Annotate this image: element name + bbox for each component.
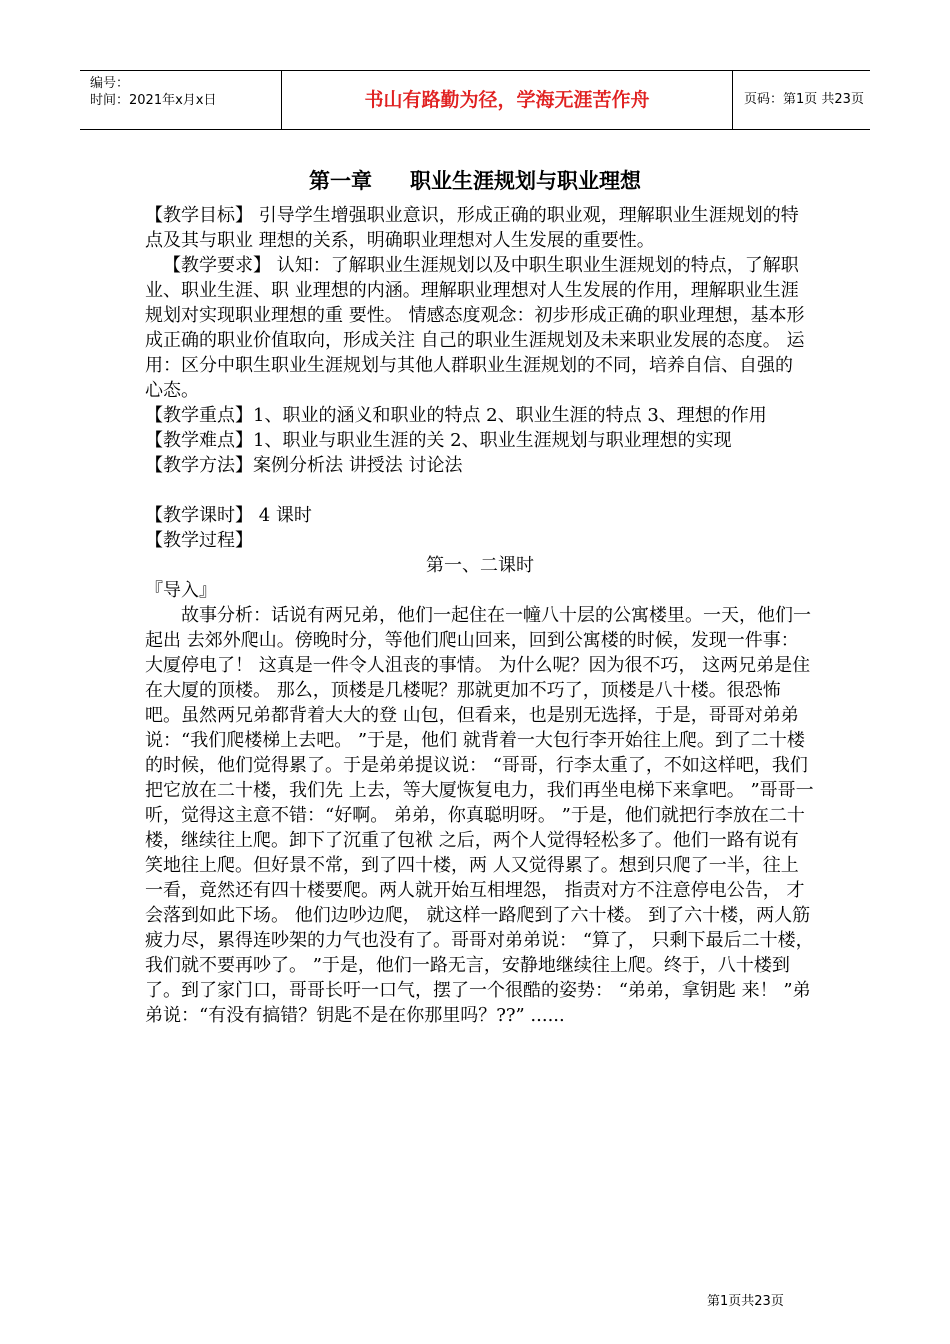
document-body (145, 203, 815, 1028)
teaching-goal: 【教学目标】 引导学生增强职业意识，形成正确的职业观，理解职业生涯规划的特点及其与职业 理想的关系，明确职业理想对人生发展的重要性。 (145, 205, 799, 251)
teaching-methods: 【教学方法】案例分析法 讲授法 讨论法 (145, 455, 463, 476)
page-header (80, 70, 870, 130)
teaching-requirement: 【教学要求】 认知：了解职业生涯规划以及中职生职业生涯规划的特点，了解职业、职业生涯、职 业理想的内涵。理解职业理想对人生发展的作用，理解职业生涯规划对实现职业理想的重 要性。 情感态度观念：初步形成正确的职业理想，基本形成正确的职业价值取向，形成关注 自己的职业生涯规划及未来职业发展的态度。 运用：区分中职生职业生涯规划与其他人群职业生涯规划的不同，培养自信、自强的 心态。 (145, 255, 805, 401)
header-page-info: 页码：第1页 共23页 (744, 92, 864, 107)
chapter-name: 职业生涯规划与职业理想 (410, 169, 641, 193)
header-motto: 书山有路勤为径，学海无涯苦作舟 (282, 71, 733, 129)
teaching-difficulties: 【教学难点】1、职业与职业生涯的关 2、职业生涯规划与职业理想的实现 (145, 430, 732, 451)
number-label: 编号： (90, 76, 130, 91)
intro-heading: 『导入』 (145, 580, 217, 601)
session-heading: 第一、二课时 (426, 555, 534, 576)
teaching-process: 【教学过程】 (145, 530, 253, 551)
header-meta (80, 71, 282, 129)
page-footer: 第1页共23页 (707, 1294, 784, 1309)
teaching-key-points: 【教学重点】1、职业的涵义和职业的特点 2、职业生涯的特点 3、理想的作用 (145, 405, 767, 426)
page-title (0, 165, 950, 195)
teaching-hours: 【教学课时】 4 课时 (145, 505, 312, 526)
story-paragraph: 故事分析：话说有两兄弟，他们一起住在一幢八十层的公寓楼里。一天，他们一起出 去郊外爬山。傍晚时分，等他们爬山回来，回到公寓楼的时候，发现一件事：大厦停电了！ 这真是一件令人沮丧的事情。 为什么呢？因为很不巧， 这两兄弟是住在大厦的顶楼。 那么，顶楼是几楼呢？那就更加不巧了，顶楼是八十楼。很恐怖吧。虽然两兄弟都背着大大的登 山包，但看来，也是别无选择，于是，哥哥对弟弟说：“我们爬楼梯上去吧。 ”于是，他们 就背着一大包行李开始往上爬。到了二十楼的时候，他们觉得累了。于是弟弟提议说： “哥哥，行李太重了，不如这样吧，我们把它放在二十楼，我们先 上去，等大厦恢复电力，我们再坐电梯下来拿吧。 ”哥哥一听，觉得这主意不错：“好啊。 弟弟，你真聪明呀。 ”于是，他们就把行李放在二十楼，继续往上爬。卸下了沉重了包袱 之后，两个人觉得轻松多了。他们一路有说有笑地往上爬。但好景不常，到了四十楼，两 人又觉得累了。想到只爬了一半，往上一看，竟然还有四十楼要爬。两人就开始互相埋怨， 指责对方不注意停电公告， 才会落到如此下场。 他们边吵边爬， 就这样一路爬到了六十楼。 到了六十楼，两人筋疲力尽，累得连吵架的力气也没有了。哥哥对弟弟说： “算了， 只剩下最后二十楼，我们就不要再吵了。 ”于是，他们一路无言，安静地继续往上爬。终于，八十楼到了。到了家门口，哥哥长吁一口气，摆了一个很酷的姿势： “弟弟，拿钥匙 来！ ”弟弟说：“有没有搞错？钥匙不是在你那里吗？??” ...... (145, 605, 814, 1026)
date-label: 时间：2021年x月x日 (90, 93, 217, 108)
chapter-label: 第一章 (309, 169, 372, 193)
